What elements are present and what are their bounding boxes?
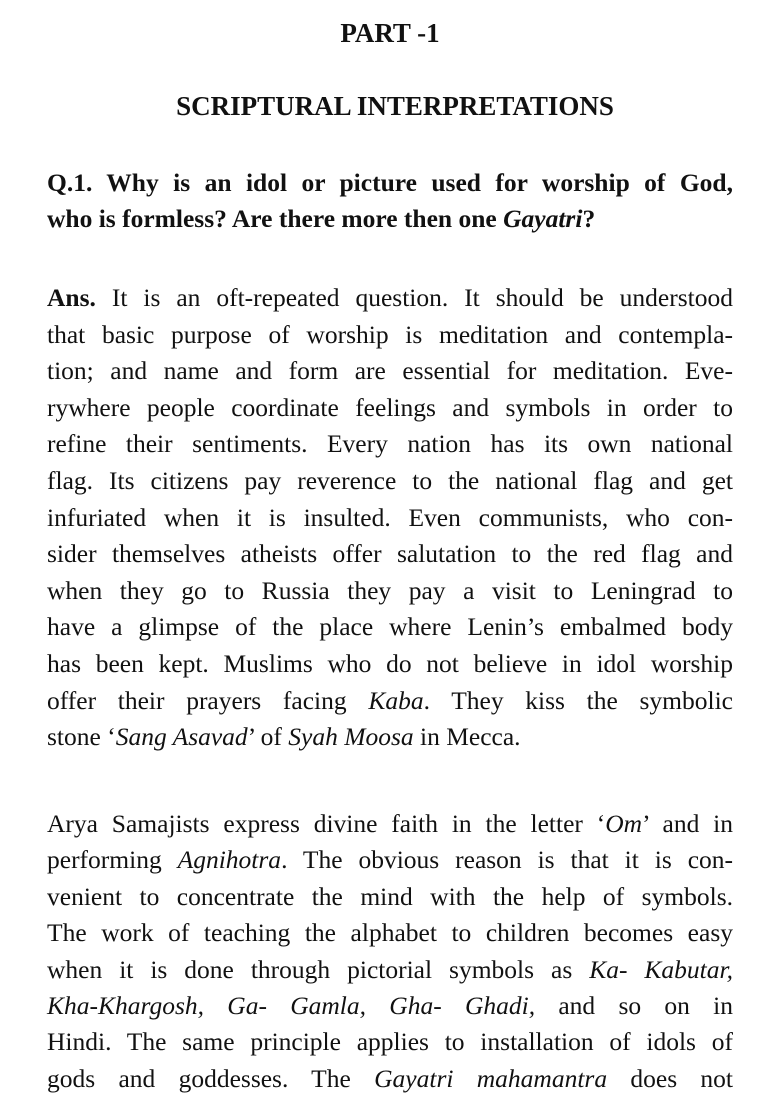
paragraph2-line [47, 918, 733, 948]
paragraph1-line [47, 649, 733, 679]
text-segment: offer their prayers facing [47, 685, 369, 715]
paragraph1-line [47, 320, 733, 350]
text-segment: infuriated when it is insulted. Even communists, who con- [47, 502, 733, 532]
paragraph1-line [47, 503, 733, 533]
paragraph1-line [47, 722, 733, 752]
italic-text: Kha-Khargosh, Ga- Gamla, Gha- Ghadi, [47, 991, 536, 1020]
paragraph2-line [47, 955, 733, 985]
part-heading: PART -1 [340, 18, 440, 48]
text-segment: does not [607, 1063, 734, 1093]
text-segment: that basic purpose of worship is meditation and contempla- [47, 319, 733, 349]
italic-text: Kaba [368, 685, 424, 715]
italic-text: Om [605, 809, 643, 838]
italic-text: Syah Moosa [288, 722, 414, 752]
text-segment: who is formless? Are there more then one [47, 204, 504, 233]
italic-text: Gayatri mahamantra [374, 1063, 608, 1093]
italic-text: Sang Asavad [115, 722, 248, 752]
paragraph1-line [47, 356, 733, 386]
text-segment: It is an oft-repeated question. It should be understood [95, 283, 733, 312]
text-segment: The work of teaching the alphabet to children becomes easy [47, 918, 733, 948]
section-heading: SCRIPTURAL INTERPRETATIONS [176, 91, 614, 121]
text-segment: sider themselves atheists offer salutation to the red flag and [47, 539, 733, 569]
paragraph2-line [47, 1027, 733, 1057]
text-segment: flag. Its citizens pay reverence to the national flag and get [47, 466, 733, 495]
text-segment: . They kiss the symbolic [423, 685, 733, 715]
text-segment: in Mecca. [413, 722, 521, 752]
paragraph2-line [47, 882, 733, 912]
paragraph1-line [47, 283, 733, 313]
text-segment: venient to concentrate the mind with the help of symbols. [47, 881, 733, 911]
text-segment: . The obvious reason is that it is con- [281, 845, 733, 875]
paragraph1-line [47, 686, 733, 716]
text-segment: performing [47, 845, 178, 875]
italic-text: Gayatri [503, 204, 583, 233]
text-segment: stone ‘ [47, 722, 116, 752]
paragraph1-line [47, 576, 733, 606]
italic-text: Agnihotra [177, 845, 282, 875]
paragraph1-line [47, 393, 733, 423]
text-segment: rywhere people coordinate feelings and symbols in order to [47, 392, 733, 422]
text-segment: ’ of [247, 722, 289, 752]
text-segment: Hindi. The same principle applies to installation of idols of [47, 1027, 733, 1057]
question-line [47, 168, 733, 198]
paragraph2-line [47, 1064, 733, 1094]
text-segment: tion; and name and form are essential for meditation. Eve- [47, 356, 733, 386]
text-segment: Arya Samajists express divine faith in the letter ‘ [47, 809, 606, 838]
text-segment: ’ and in [642, 809, 733, 838]
text-segment: have a glimpse of the place where Lenin’s embalmed body [47, 612, 733, 642]
bold-text: Ans. [47, 283, 96, 312]
text-segment: when it is done through pictorial symbols as [47, 954, 590, 984]
text-segment: Q.1. Why is an idol or picture used for worship of God, [47, 168, 733, 197]
text-segment: ? [582, 204, 596, 233]
text-segment: has been kept. Muslims who do not believe in idol worship [47, 649, 733, 678]
paragraph1-line [47, 429, 733, 459]
text-segment: and so on in [535, 991, 733, 1020]
paragraph2-line [47, 809, 733, 839]
question-line [47, 204, 733, 234]
text-segment: gods and goddesses. The [47, 1063, 375, 1093]
text-segment: when they go to Russia they pay a visit to Leningrad to [47, 575, 733, 605]
paragraph1-line [47, 466, 733, 496]
paragraph2-line [47, 845, 733, 875]
paragraph1-line [47, 612, 733, 642]
text-segment: refine their sentiments. Every nation has its own national [47, 429, 733, 459]
paragraph2-line [47, 991, 733, 1021]
paragraph1-line [47, 539, 733, 569]
italic-text: Ka- Kabutar, [589, 954, 733, 984]
